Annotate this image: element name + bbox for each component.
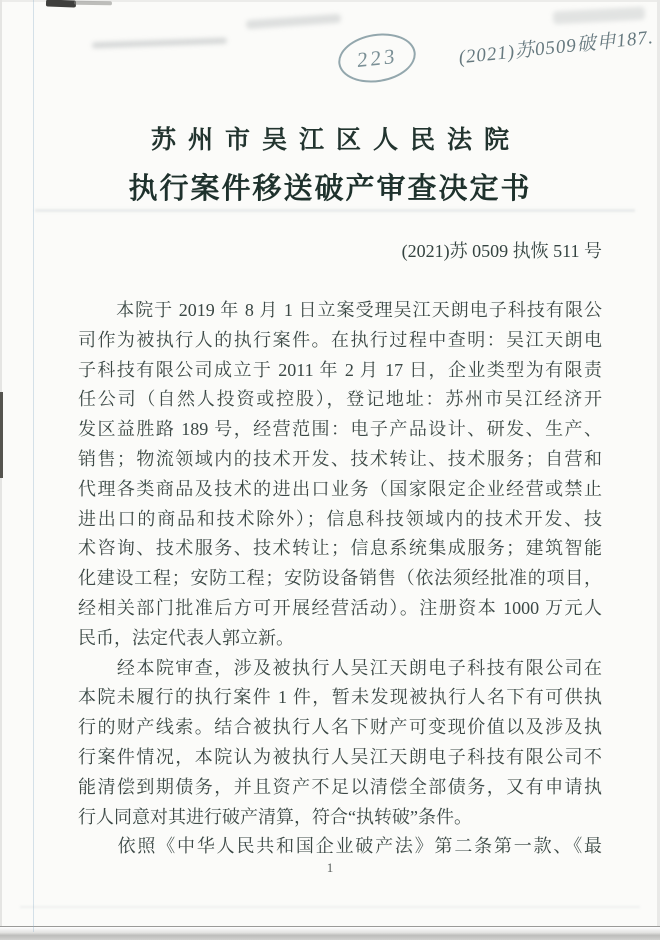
body-line: 行的财产线索。结合被执行人名下财产可变现价值以及涉及执 [78,717,602,738]
pencil-smudge [553,7,646,25]
scan-ink-mark-tail [74,1,112,6]
body-line: 经相关部门批准后方可开展经营活动）。注册资本 1000 万元人 [78,597,602,618]
court-name: 苏州市吴江区人民法院 [150,127,521,154]
body-line: 本院未履行的执行案件 1 件，暂未发现被执行人名下有可供执 [78,687,602,708]
scan-edge-shadow [0,392,3,478]
page-number: 1 [326,860,334,875]
body-line: 代理各类商品及技术的进出口业务（国家限定企业经营或禁止 [78,478,602,499]
body-line: 行案件情况，本院认为被执行人吴江天朗电子科技有限公司不 [78,746,602,767]
document-title: 执行案件移送破产审查决定书 [128,173,532,205]
pencil-smudge [92,38,227,49]
handwritten-circled-number [335,28,420,88]
body-line: 民币，法定代表人郭立新。 [78,627,294,648]
body-line: 进出口的商品和技术除外）；信息科技领域内的技术开发、技 [78,508,602,529]
paragraph [78,832,602,862]
body-line: 能清偿到期债务，并且资产不足以清偿全部债务，又有申请执 [78,776,602,797]
body-line: 本院于 2019 年 8 月 1 日立案受理吴江天朗电子科技有限公 [78,300,602,320]
scan-streak [20,906,640,908]
body-line: 行人同意对其进行破产清算，符合“执转破”条件。 [78,806,472,827]
paragraph [78,654,602,833]
paragraph [78,296,602,654]
handwritten-case-reference: (2021)苏0509破申187. [457,27,655,69]
case-number: (2021)苏 0509 执恢 511 号 [401,241,602,261]
body-line: 子科技有限公司成立于 2011 年 2 月 17 日，企业类型为有限责 [78,359,602,380]
stamp-number-text: 223 [356,43,398,72]
scan-ink-mark [46,0,76,8]
pencil-smudge [246,14,341,30]
body-line: 化建设工程；安防工程；安防设备销售（依法须经批准的项目， [78,568,602,589]
body-line: 术咨询、技术服务、技术转让；信息系统集成服务；建筑智能 [78,538,602,559]
body-line: 销售；物流领域内的技术开发、技术转让、技术服务；自营和 [78,448,602,469]
scan-edge-bottom [0,926,660,940]
body-line: 司作为被执行人的执行案件。在执行过程中查明：吴江天朗电 [78,329,602,350]
body-line: 任公司（自然人投资或控股），登记地址：苏州市吴江经济开 [78,389,602,410]
scan-streak [35,209,635,212]
body-line: 发区益胜路 189 号，经营范围：电子产品设计、研发、生产、 [78,419,602,440]
body-line: 经本院审查，涉及被执行人吴江天朗电子科技有限公司在 [78,657,602,678]
document-body [78,296,602,862]
body-line: 依照《中华人民共和国企业破产法》第二条第一款、《最 [78,836,602,857]
